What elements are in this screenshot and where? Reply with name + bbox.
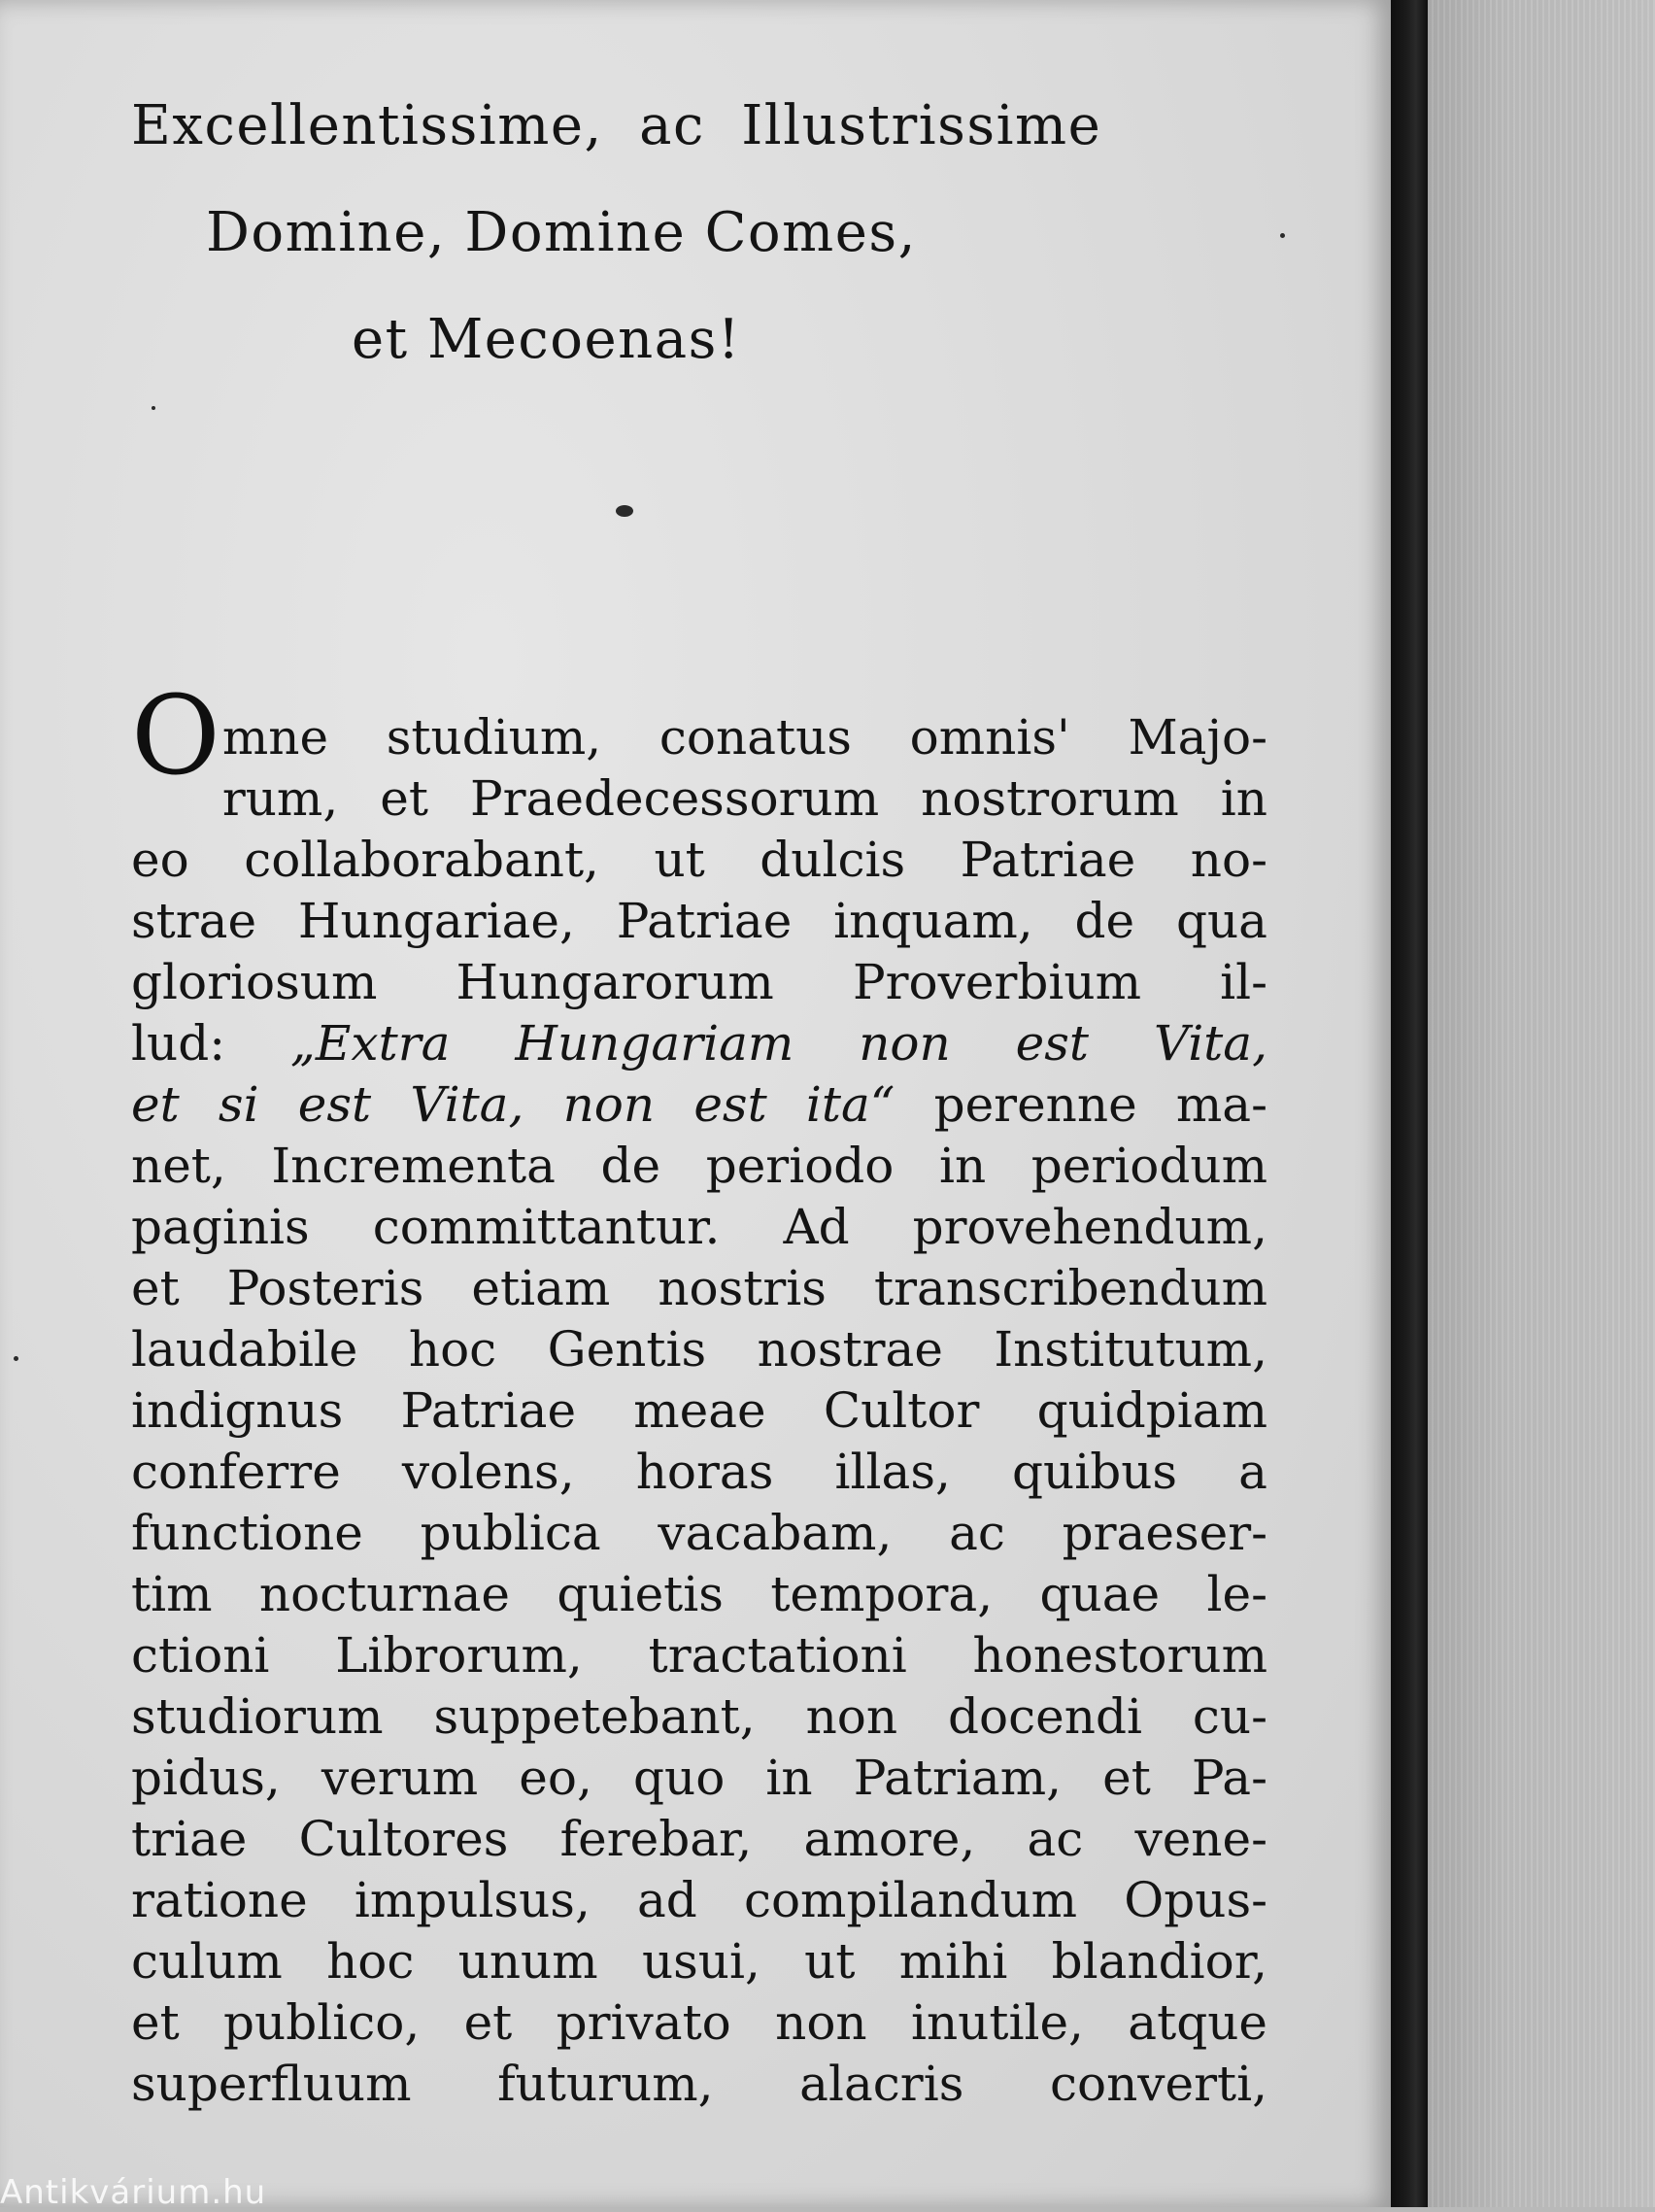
text-line: superfluum futurum, alacris converti, <box>131 2056 1267 2112</box>
text-line: laudabile hoc Gentis nostrae Institutum, <box>131 1321 1267 1378</box>
text-line: indignus Patriae meae Cultor quidpiam <box>131 1382 1267 1439</box>
text-line: pidus, verum eo, quo in Patriam, et Pa- <box>131 1750 1267 1806</box>
text-line: ctioni Librorum, tractationi honestorum <box>131 1627 1267 1684</box>
text-line: conferre volens, horas illas, quibus a <box>131 1444 1267 1500</box>
dedication-heading <box>0 0 1391 408</box>
italic-proverb: et si est Vita, non est ita“ <box>131 1076 895 1133</box>
text-line: gloriosum Hungarorum Proverbium il- <box>131 954 1267 1010</box>
text-line: studiorum suppetebant, non docendi cu- <box>131 1688 1267 1745</box>
heading-line-3: et Mecoenas! <box>352 308 741 371</box>
heading-line-1: Excellentissime, ac Illustrissime <box>131 94 1102 157</box>
text-line: paginis committantur. Ad provehendum, <box>131 1199 1267 1255</box>
watermark: Antikvárium.hu <box>0 2173 267 2212</box>
text-fragment: perenne ma- <box>933 1076 1267 1133</box>
italic-proverb: „Extra Hungariam non est Vita, <box>290 1015 1267 1072</box>
text-line: culum hoc unum usui, ut mihi blandior, <box>131 1933 1267 1990</box>
text-line: triae Cultores ferebar, amore, ac vene- <box>131 1811 1267 1867</box>
text-line: functione publica vacabam, ac praeser- <box>131 1505 1267 1561</box>
dedication-body <box>131 673 1267 2115</box>
text-line: tim nocturnae quietis tempora, quae le- <box>131 1566 1267 1622</box>
drop-cap: O <box>131 673 220 800</box>
text-line: ratione impulsus, ad compilandum Opus- <box>131 1872 1267 1928</box>
text-line <box>131 1013 1267 1074</box>
text-line: et publico, et privato non inutile, atque <box>131 1994 1267 2051</box>
background-surface <box>1408 0 1655 2207</box>
heading-line-2: Domine, Domine Comes, <box>206 201 917 264</box>
text-line: mne studium, conatus omnis' Majo- <box>221 709 1267 766</box>
text-line: net, Incrementa de periodo in periodum <box>131 1138 1267 1194</box>
text-line: rum, et Praedecessorum nostrorum in <box>221 770 1267 827</box>
ink-speck <box>14 1356 18 1361</box>
text-line: eo collaborabant, ut dulcis Patriae no- <box>131 832 1267 888</box>
book-spine-edge <box>1389 0 1428 2207</box>
ink-speck <box>616 505 633 517</box>
text-line <box>131 1074 1267 1136</box>
text-line: strae Hungariae, Patriae inquam, de qua <box>131 893 1267 949</box>
text-fragment: lud: <box>131 1015 226 1072</box>
text-line: et Posteris etiam nostris transcribendum <box>131 1260 1267 1316</box>
